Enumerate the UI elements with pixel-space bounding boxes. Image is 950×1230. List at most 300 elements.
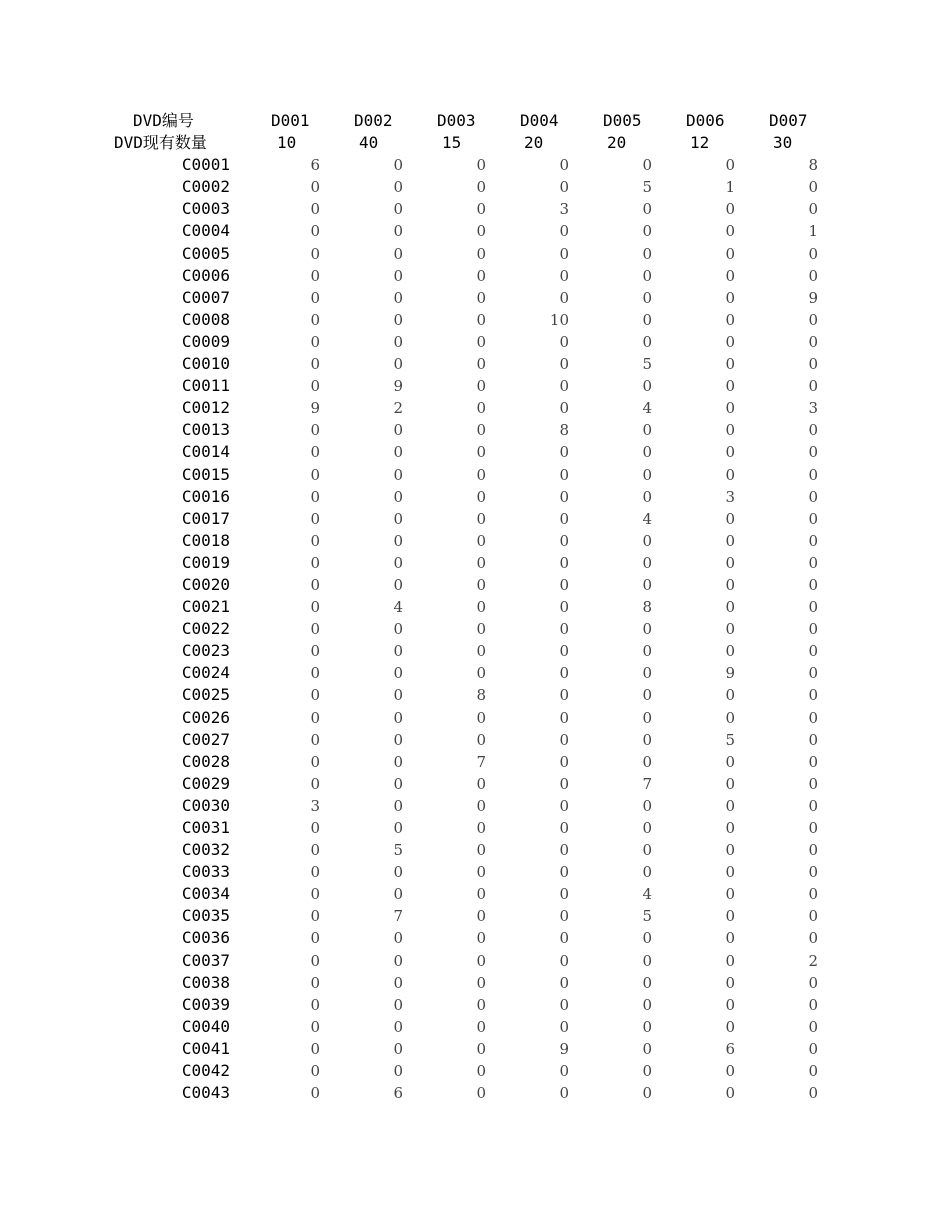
rental-count-cell: 0 <box>476 575 486 594</box>
rental-count-cell: 0 <box>725 1084 735 1103</box>
rental-count-cell: 0 <box>725 332 735 351</box>
dvd-inventory-sheet <box>0 110 950 1104</box>
customer-row <box>0 1016 950 1038</box>
rental-count-cell: 0 <box>559 1017 569 1036</box>
rental-count-cell: 0 <box>642 487 652 506</box>
rental-count-cell: 0 <box>310 487 320 506</box>
rental-count-cell: 0 <box>393 929 403 948</box>
customer-id-cell: C0005 <box>181 243 230 263</box>
rental-count-cell: 0 <box>725 421 735 440</box>
customer-row <box>0 1038 950 1060</box>
customer-row <box>0 618 950 640</box>
customer-row <box>0 220 950 242</box>
rental-count-cell: 0 <box>393 686 403 705</box>
rental-count-cell: 0 <box>808 200 818 219</box>
rental-count-cell: 0 <box>393 332 403 351</box>
rental-count-cell: 0 <box>725 399 735 418</box>
rental-count-cell: 0 <box>310 244 320 263</box>
rental-count-cell: 0 <box>559 465 569 484</box>
rental-count-cell: 0 <box>476 730 486 749</box>
rental-count-cell: 0 <box>393 443 403 462</box>
rental-count-cell: 0 <box>476 200 486 219</box>
rental-count-cell: 9 <box>808 288 818 307</box>
rental-count-cell: 0 <box>310 377 320 396</box>
rental-count-cell: 0 <box>725 686 735 705</box>
rental-count-cell: 0 <box>310 730 320 749</box>
rental-count-cell: 0 <box>808 796 818 815</box>
customer-id-cell: C0034 <box>181 884 230 904</box>
rental-count-cell: 0 <box>725 288 735 307</box>
rental-count-cell: 0 <box>310 1017 320 1036</box>
customer-id-cell: C0007 <box>181 287 230 307</box>
rental-count-cell: 0 <box>725 819 735 837</box>
customer-id-cell: C0036 <box>181 928 230 948</box>
rental-count-cell: 0 <box>476 929 486 948</box>
rental-count-cell: 7 <box>642 774 652 793</box>
rental-count-cell: 0 <box>642 244 652 263</box>
rental-count-cell: 0 <box>476 841 486 860</box>
rental-count-cell: 0 <box>808 443 818 462</box>
dvd-quantity-cell: 40 <box>359 133 379 153</box>
rental-count-cell: 1 <box>808 222 818 241</box>
dvd-code-cell: D006 <box>686 111 725 130</box>
rental-count-cell: 0 <box>393 664 403 683</box>
rental-count-cell: 0 <box>642 664 652 683</box>
rental-count-cell: 0 <box>310 620 320 639</box>
customer-row <box>0 486 950 508</box>
rental-count-cell: 0 <box>808 642 818 661</box>
rental-count-cell: 0 <box>725 531 735 550</box>
customer-id-cell: C0009 <box>181 331 230 351</box>
rental-count-cell: 0 <box>642 620 652 639</box>
rental-count-cell: 0 <box>725 973 735 992</box>
customer-row <box>0 353 950 375</box>
rental-count-cell: 0 <box>476 951 486 970</box>
rental-count-cell: 4 <box>393 598 403 617</box>
customer-id-cell: C0004 <box>181 221 230 241</box>
rental-count-cell: 0 <box>393 553 403 572</box>
rental-count-cell: 2 <box>393 399 403 418</box>
rental-count-cell: 5 <box>642 355 652 374</box>
customer-id-cell: C0026 <box>181 707 230 727</box>
rental-count-cell: 0 <box>559 443 569 462</box>
rental-count-cell: 0 <box>310 774 320 793</box>
customer-row <box>0 972 950 994</box>
rental-count-cell: 0 <box>476 288 486 307</box>
rental-count-cell: 0 <box>642 553 652 572</box>
rental-count-cell: 0 <box>642 841 652 860</box>
rental-count-cell: 0 <box>393 995 403 1014</box>
rental-count-cell: 0 <box>393 421 403 440</box>
customer-row <box>0 375 950 397</box>
rental-count-cell: 0 <box>642 1062 652 1081</box>
customer-id-cell: C0017 <box>181 508 230 528</box>
rental-count-cell: 0 <box>725 907 735 926</box>
rental-count-cell: 0 <box>725 1062 735 1081</box>
rental-count-cell: 0 <box>642 421 652 440</box>
rental-count-cell: 0 <box>808 841 818 860</box>
rental-count-cell: 0 <box>808 907 818 926</box>
rental-count-cell: 0 <box>725 885 735 904</box>
customer-id-cell: C0040 <box>181 1016 230 1036</box>
customer-id-cell: C0027 <box>181 729 230 749</box>
rental-count-cell: 0 <box>808 487 818 506</box>
rental-count-cell: 0 <box>559 620 569 639</box>
rental-count-cell: 0 <box>393 487 403 506</box>
rental-count-cell: 0 <box>310 1039 320 1058</box>
rental-count-cell: 0 <box>725 377 735 396</box>
rental-count-cell: 0 <box>642 443 652 462</box>
rental-count-cell: 0 <box>808 774 818 793</box>
rental-count-cell: 6 <box>725 1039 735 1058</box>
customer-row <box>0 441 950 463</box>
rental-count-cell: 0 <box>476 774 486 793</box>
rental-count-cell: 0 <box>808 553 818 572</box>
rental-count-cell: 0 <box>808 863 818 882</box>
rental-count-cell: 0 <box>559 664 569 683</box>
customer-row <box>0 707 950 729</box>
customer-row <box>0 574 950 596</box>
rental-count-cell: 0 <box>808 355 818 374</box>
rental-count-cell: 0 <box>808 332 818 351</box>
customer-id-cell: C0024 <box>181 663 230 683</box>
customer-row <box>0 552 950 574</box>
rental-count-cell: 10 <box>549 310 569 329</box>
rental-count-cell: 0 <box>559 995 569 1014</box>
rental-count-cell: 0 <box>393 973 403 992</box>
rental-count-cell: 0 <box>808 885 818 904</box>
rental-count-cell: 0 <box>642 288 652 307</box>
rental-count-cell: 0 <box>310 332 320 351</box>
customer-id-cell: C0039 <box>181 994 230 1014</box>
rental-count-cell: 0 <box>808 266 818 285</box>
rental-count-cell: 0 <box>476 1062 486 1081</box>
rental-count-cell: 0 <box>559 509 569 528</box>
rental-count-cell: 0 <box>559 708 569 727</box>
rental-count-cell: 0 <box>559 774 569 793</box>
rental-count-cell: 3 <box>808 399 818 418</box>
rental-count-cell: 0 <box>808 995 818 1014</box>
rental-count-cell: 0 <box>725 1017 735 1036</box>
rental-count-cell: 0 <box>476 222 486 241</box>
rental-count-cell: 0 <box>559 531 569 550</box>
rental-count-cell: 9 <box>559 1039 569 1058</box>
rental-count-cell: 0 <box>393 730 403 749</box>
customer-id-cell: C0002 <box>181 177 230 197</box>
dvd-code-cell: D001 <box>271 111 310 130</box>
rental-count-cell: 0 <box>393 222 403 241</box>
rental-count-cell: 0 <box>476 465 486 484</box>
rental-count-cell: 0 <box>393 951 403 970</box>
rental-count-cell: 0 <box>642 377 652 396</box>
rental-count-cell: 0 <box>476 332 486 351</box>
customer-row <box>0 729 950 751</box>
customer-id-cell: C0029 <box>181 773 230 793</box>
rental-count-cell: 0 <box>393 355 403 374</box>
rental-count-cell: 0 <box>393 156 403 175</box>
customer-row <box>0 508 950 530</box>
rental-count-cell: 0 <box>642 531 652 550</box>
rental-count-cell: 0 <box>476 885 486 904</box>
customer-id-cell: C0042 <box>181 1061 230 1081</box>
customer-row <box>0 751 950 773</box>
customer-id-cell: C0030 <box>181 795 230 815</box>
rental-count-cell: 0 <box>559 796 569 815</box>
rental-count-cell: 0 <box>642 863 652 882</box>
rental-count-cell: 8 <box>642 598 652 617</box>
customer-row <box>0 662 950 684</box>
rental-count-cell: 0 <box>310 1062 320 1081</box>
rental-count-cell: 0 <box>808 1084 818 1103</box>
customer-row <box>0 265 950 287</box>
rental-count-cell: 0 <box>393 575 403 594</box>
customer-row <box>0 773 950 795</box>
rental-count-cell: 0 <box>559 266 569 285</box>
rental-count-cell: 0 <box>310 288 320 307</box>
customer-id-cell: C0008 <box>181 309 230 329</box>
rental-count-cell: 0 <box>476 1017 486 1036</box>
customer-id-cell: C0033 <box>181 862 230 882</box>
rental-count-cell: 7 <box>393 907 403 926</box>
rental-count-cell: 0 <box>393 819 403 837</box>
rental-count-cell: 0 <box>310 509 320 528</box>
customer-id-cell: C0038 <box>181 972 230 992</box>
customer-row <box>0 950 950 972</box>
rental-count-cell: 0 <box>642 686 652 705</box>
rental-count-cell: 0 <box>725 443 735 462</box>
rental-count-cell: 0 <box>808 244 818 263</box>
rental-count-cell: 0 <box>642 796 652 815</box>
customer-id-cell: C0010 <box>181 354 230 374</box>
rental-count-cell: 0 <box>393 885 403 904</box>
rental-count-cell: 0 <box>725 642 735 661</box>
customer-row <box>0 464 950 486</box>
rental-count-cell: 0 <box>476 487 486 506</box>
customer-id-cell: C0019 <box>181 552 230 572</box>
rental-count-cell: 0 <box>476 863 486 882</box>
rental-count-cell: 0 <box>725 796 735 815</box>
rental-count-cell: 6 <box>310 156 320 175</box>
rental-count-cell: 0 <box>476 399 486 418</box>
rental-count-cell: 0 <box>642 995 652 1014</box>
rental-count-cell: 0 <box>393 244 403 263</box>
dvd-quantity-cell: 20 <box>524 133 544 153</box>
rental-count-cell: 0 <box>476 244 486 263</box>
rental-count-cell: 0 <box>808 620 818 639</box>
customer-row <box>0 419 950 441</box>
customer-row <box>0 331 950 353</box>
customer-row <box>0 596 950 618</box>
rental-count-cell: 5 <box>642 178 652 197</box>
rental-count-cell: 0 <box>808 819 818 837</box>
dvd-code-cell: D004 <box>520 111 559 130</box>
rental-count-cell: 0 <box>808 465 818 484</box>
rental-count-cell: 0 <box>725 575 735 594</box>
rental-count-cell: 3 <box>725 487 735 506</box>
rental-count-cell: 0 <box>393 465 403 484</box>
customer-row <box>0 684 950 706</box>
rental-count-cell: 0 <box>642 708 652 727</box>
dvd-quantity-cell: 30 <box>773 133 793 153</box>
rental-count-cell: 0 <box>559 929 569 948</box>
customer-id-cell: C0001 <box>181 155 230 175</box>
dvd-quantity-cell: 10 <box>277 133 297 153</box>
rental-count-cell: 0 <box>476 509 486 528</box>
rental-count-cell: 0 <box>310 1084 320 1103</box>
rental-count-cell: 0 <box>476 708 486 727</box>
customer-row <box>0 243 950 265</box>
customer-row <box>0 861 950 883</box>
rental-count-cell: 0 <box>808 929 818 948</box>
rental-count-cell: 0 <box>559 1084 569 1103</box>
customer-row <box>0 640 950 662</box>
customer-id-cell: C0032 <box>181 840 230 860</box>
rental-count-cell: 0 <box>725 841 735 860</box>
customer-id-cell: C0015 <box>181 464 230 484</box>
dvd-quantity-cell: 15 <box>442 133 462 153</box>
rental-count-cell: 0 <box>476 531 486 550</box>
rental-count-cell: 0 <box>393 509 403 528</box>
rental-count-cell: 4 <box>642 509 652 528</box>
header-row-dvd-codes <box>0 110 950 132</box>
rental-count-cell: 3 <box>310 796 320 815</box>
rental-count-cell: 0 <box>559 487 569 506</box>
customer-row <box>0 287 950 309</box>
rental-count-cell: 0 <box>725 156 735 175</box>
rental-count-cell: 0 <box>476 266 486 285</box>
rental-count-cell: 0 <box>310 200 320 219</box>
rental-count-cell: 0 <box>393 200 403 219</box>
rental-count-cell: 0 <box>393 863 403 882</box>
rental-count-cell: 0 <box>808 686 818 705</box>
customer-row <box>0 397 950 419</box>
rental-count-cell: 0 <box>808 1062 818 1081</box>
rental-count-cell: 0 <box>310 553 320 572</box>
rental-count-cell: 0 <box>559 907 569 926</box>
rental-count-cell: 0 <box>310 995 320 1014</box>
rental-count-cell: 0 <box>393 266 403 285</box>
rental-count-cell: 0 <box>725 222 735 241</box>
rental-count-cell: 8 <box>476 686 486 705</box>
rental-count-cell: 0 <box>642 819 652 837</box>
rental-count-cell: 0 <box>393 752 403 771</box>
customer-id-cell: C0014 <box>181 442 230 462</box>
rental-count-cell: 0 <box>725 995 735 1014</box>
rental-count-cell: 0 <box>642 1084 652 1103</box>
customer-row <box>0 1082 950 1104</box>
dvd-code-cell: D002 <box>354 111 393 130</box>
rental-count-cell: 0 <box>808 531 818 550</box>
rental-count-cell: 0 <box>642 752 652 771</box>
rental-count-cell: 0 <box>725 244 735 263</box>
rental-count-cell: 0 <box>310 819 320 837</box>
rental-count-cell: 0 <box>559 642 569 661</box>
rental-count-cell: 4 <box>642 885 652 904</box>
rental-count-cell: 0 <box>310 642 320 661</box>
rental-count-cell: 0 <box>393 796 403 815</box>
rental-count-cell: 0 <box>808 664 818 683</box>
rental-count-cell: 0 <box>808 575 818 594</box>
rental-count-cell: 0 <box>642 266 652 285</box>
rental-count-cell: 0 <box>725 355 735 374</box>
rental-count-cell: 0 <box>559 156 569 175</box>
rental-count-cell: 0 <box>559 575 569 594</box>
customer-row <box>0 795 950 817</box>
rental-count-cell: 0 <box>725 465 735 484</box>
rental-count-cell: 0 <box>725 310 735 329</box>
rental-count-cell: 0 <box>725 774 735 793</box>
rental-count-cell: 0 <box>808 598 818 617</box>
rental-count-cell: 0 <box>559 951 569 970</box>
rental-count-cell: 0 <box>642 310 652 329</box>
customer-id-cell: C0016 <box>181 486 230 506</box>
rental-count-cell: 0 <box>310 310 320 329</box>
rental-count-cell: 0 <box>642 973 652 992</box>
customer-row <box>0 883 950 905</box>
rental-count-cell: 0 <box>476 421 486 440</box>
dvd-code-cell: D003 <box>437 111 476 130</box>
customer-id-cell: C0028 <box>181 751 230 771</box>
rental-count-cell: 0 <box>559 730 569 749</box>
rental-count-cell: 0 <box>559 885 569 904</box>
rental-count-cell: 0 <box>725 863 735 882</box>
customer-row <box>0 905 950 927</box>
rental-count-cell: 0 <box>310 664 320 683</box>
rental-count-cell: 0 <box>393 774 403 793</box>
rental-count-cell: 0 <box>393 1039 403 1058</box>
rental-count-cell: 0 <box>476 642 486 661</box>
rental-count-cell: 0 <box>310 443 320 462</box>
rental-count-cell: 0 <box>725 752 735 771</box>
rental-count-cell: 0 <box>476 377 486 396</box>
rental-count-cell: 0 <box>310 841 320 860</box>
customer-id-cell: C0013 <box>181 420 230 440</box>
rental-count-cell: 0 <box>559 752 569 771</box>
rental-count-cell: 0 <box>808 421 818 440</box>
rental-count-cell: 0 <box>808 377 818 396</box>
rental-count-cell: 0 <box>559 244 569 263</box>
rental-count-cell: 0 <box>642 465 652 484</box>
rental-count-cell: 0 <box>310 951 320 970</box>
rental-count-cell: 0 <box>310 598 320 617</box>
rental-count-cell: 5 <box>393 841 403 860</box>
rental-count-cell: 1 <box>725 178 735 197</box>
rental-count-cell: 0 <box>393 178 403 197</box>
rental-count-cell: 0 <box>393 620 403 639</box>
rental-count-cell: 0 <box>725 200 735 219</box>
rental-count-cell: 0 <box>310 708 320 727</box>
rental-count-cell: 0 <box>642 156 652 175</box>
rental-count-cell: 0 <box>808 973 818 992</box>
customer-row <box>0 198 950 220</box>
rental-count-cell: 9 <box>393 377 403 396</box>
rental-count-cell: 0 <box>476 1084 486 1103</box>
rental-count-cell: 0 <box>310 885 320 904</box>
rental-count-cell: 0 <box>476 973 486 992</box>
rental-count-cell: 0 <box>559 598 569 617</box>
rental-count-cell: 0 <box>393 531 403 550</box>
rental-count-cell: 0 <box>310 531 320 550</box>
rental-count-cell: 4 <box>642 399 652 418</box>
customer-row <box>0 839 950 861</box>
customer-id-cell: C0018 <box>181 530 230 550</box>
rental-count-cell: 0 <box>559 178 569 197</box>
rental-count-cell: 0 <box>476 819 486 837</box>
rental-count-cell: 0 <box>642 332 652 351</box>
customer-id-cell: C0031 <box>181 818 230 837</box>
rental-count-cell: 5 <box>725 730 735 749</box>
rental-count-cell: 0 <box>725 929 735 948</box>
